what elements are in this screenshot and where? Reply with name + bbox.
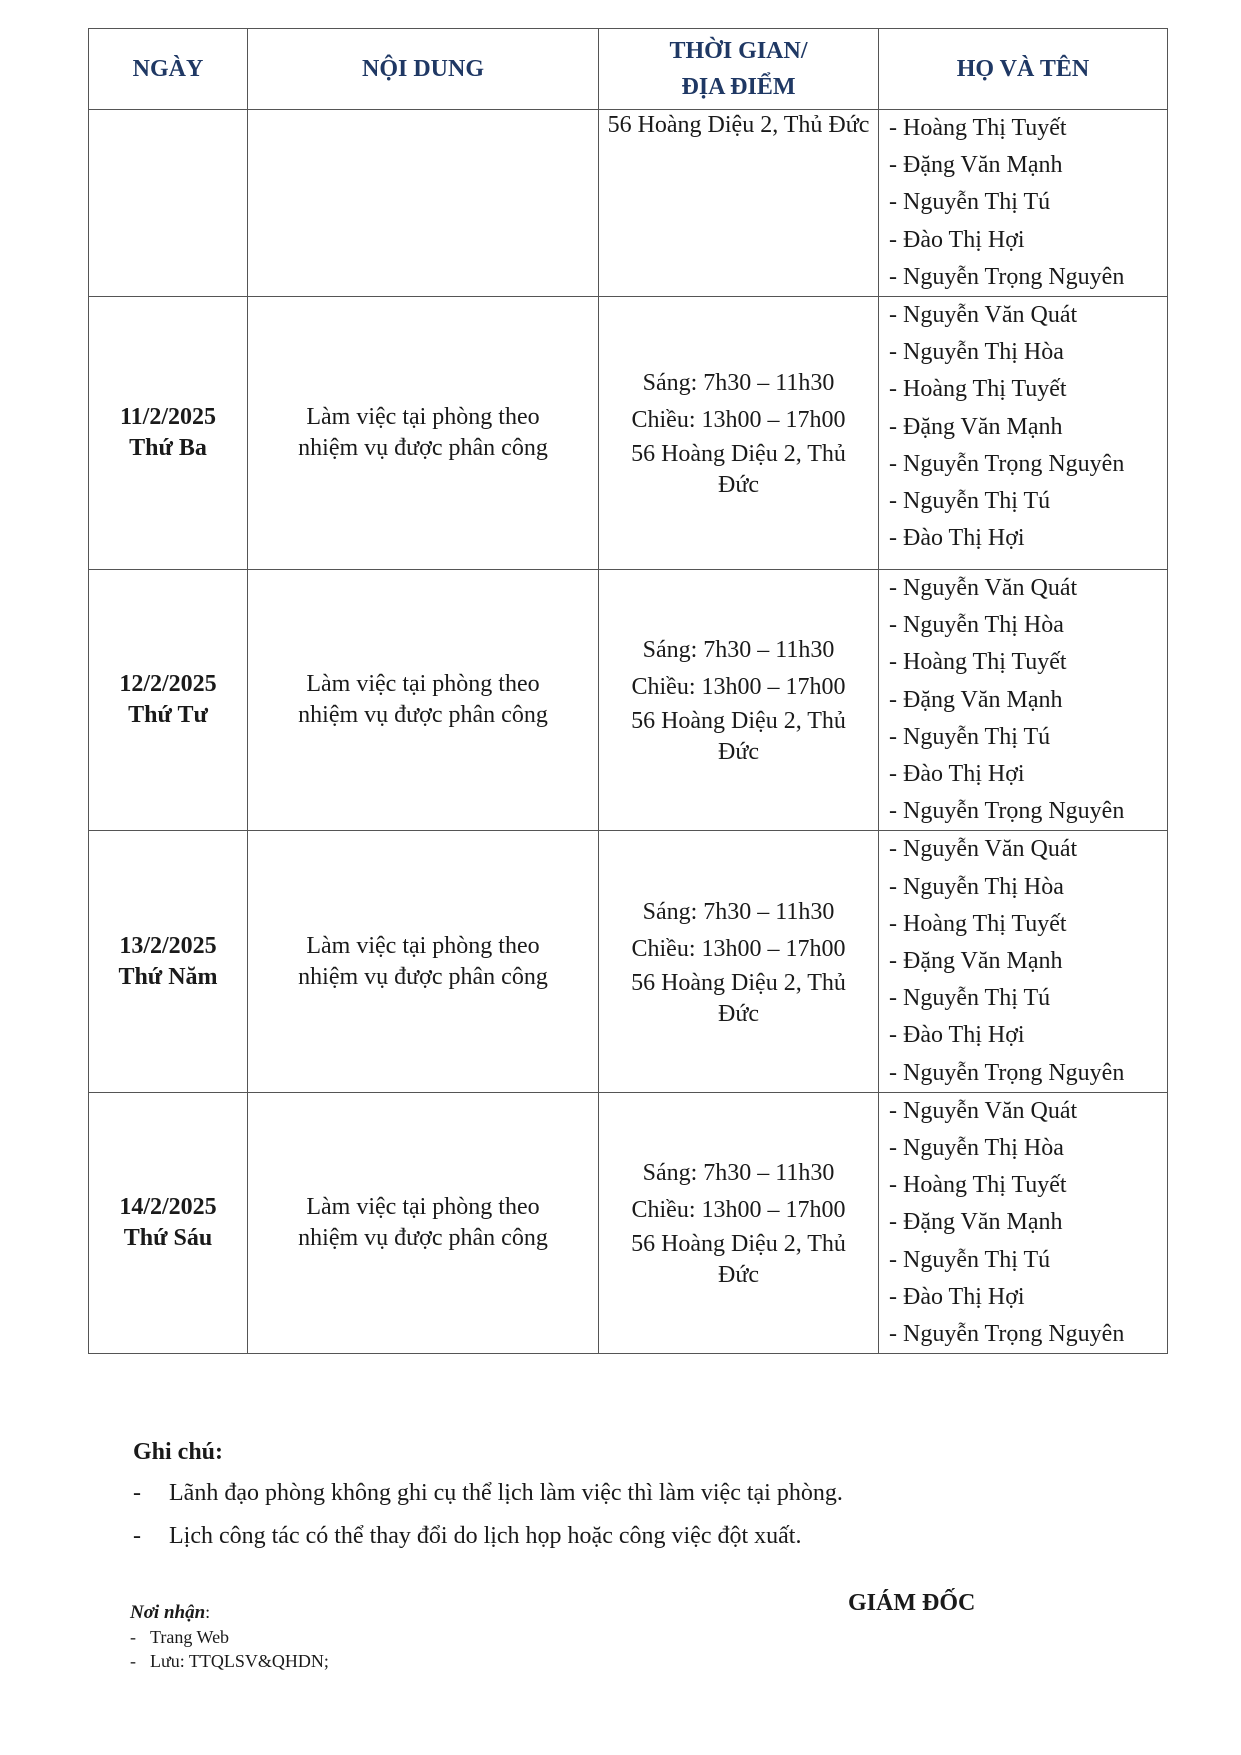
table-row xyxy=(89,297,1168,570)
person-name: - Đặng Văn Mạnh xyxy=(889,686,1063,713)
content-text: Làm việc tại phòng theo nhiệm vụ được phân công xyxy=(298,671,548,729)
content-text: Làm việc tại phòng theo nhiệm vụ được phân công xyxy=(298,932,548,990)
person-name: - Đào Thị Hợi xyxy=(889,761,1025,788)
address-text: 56 Hoàng Diệu 2, Thủ Đức xyxy=(631,1231,846,1289)
names-cell xyxy=(879,1092,1168,1353)
note-text: Lịch công tác có thể thay đổi do lịch họp hoặc công việc đột xuất. xyxy=(169,1523,802,1549)
person-name: - Đào Thị Hợi xyxy=(889,226,1025,253)
header-names: HỌ VÀ TÊN xyxy=(879,29,1168,110)
names-list xyxy=(889,297,1167,557)
time-location-cell xyxy=(599,297,879,570)
content-text: Làm việc tại phòng theo nhiệm vụ được phân công xyxy=(298,1194,548,1252)
person-name: - Nguyễn Thị Tú xyxy=(889,189,1051,216)
person-name: - Đặng Văn Mạnh xyxy=(889,948,1063,975)
person-name: - Hoàng Thị Tuyết xyxy=(889,376,1067,403)
table-row xyxy=(89,831,1168,1092)
names-cell xyxy=(879,110,1168,297)
date-cell xyxy=(89,831,248,1092)
person-name: - Hoàng Thị Tuyết xyxy=(889,115,1067,141)
person-name: - Nguyễn Thị Hòa xyxy=(889,873,1064,900)
time-location-cell xyxy=(599,831,879,1092)
header-content: NỘI DUNG xyxy=(248,29,599,110)
header-time-location xyxy=(599,29,879,110)
person-name: - Nguyễn Thị Tú xyxy=(889,985,1051,1012)
weekday-text: Thứ Sáu xyxy=(123,1225,213,1252)
morning-time: Sáng: 7h30 – 11h30 xyxy=(642,898,835,925)
person-name: - Đặng Văn Mạnh xyxy=(889,413,1063,440)
table-row xyxy=(89,570,1168,831)
person-name: - Nguyễn Thị Tú xyxy=(889,488,1051,515)
person-name: - Nguyễn Thị Tú xyxy=(889,1246,1051,1273)
person-name: - Nguyễn Trọng Nguyên xyxy=(889,263,1125,290)
morning-time: Sáng: 7h30 – 11h30 xyxy=(642,637,835,664)
person-name: - Đào Thị Hợi xyxy=(889,525,1025,552)
recipient-item: - Trang Web xyxy=(130,1627,230,1647)
content-cell xyxy=(248,831,599,1092)
weekday-text: Thứ Năm xyxy=(118,963,218,990)
time-location-cell xyxy=(599,110,879,297)
names-list xyxy=(889,831,1167,1091)
names-list xyxy=(889,570,1167,830)
note-item: - Lịch công tác có thể thay đổi do lịch họp hoặc công việc đột xuất. xyxy=(133,1523,802,1549)
recipient-item: - Lưu: TTQLSV&QHDN; xyxy=(130,1651,329,1671)
time-location-cell xyxy=(599,570,879,831)
content-cell xyxy=(248,297,599,570)
header-date: NGÀY xyxy=(89,29,248,110)
person-name: - Nguyễn Văn Quát xyxy=(889,302,1078,329)
header-time-line2: ĐỊA ĐIỂM xyxy=(681,74,796,100)
person-name: - Nguyễn Thị Hòa xyxy=(889,1135,1064,1162)
person-name: - Đặng Văn Mạnh xyxy=(889,152,1063,179)
person-name: - Nguyễn Thị Tú xyxy=(889,723,1051,750)
table-row-continued xyxy=(89,110,1168,297)
person-name: - Nguyễn Trọng Nguyên xyxy=(889,1059,1125,1086)
table-header-row xyxy=(89,29,1168,110)
date-text: 13/2/2025 xyxy=(119,932,217,959)
recipients-title: Nơi nhận: xyxy=(130,1602,211,1623)
afternoon-time: Chiều: 13h00 – 17h00 xyxy=(631,674,846,701)
time-location-cell xyxy=(599,1092,879,1353)
names-list xyxy=(889,1093,1167,1353)
weekday-text: Thứ Tư xyxy=(128,702,208,729)
address-text: 56 Hoàng Diệu 2, Thủ Đức xyxy=(631,441,846,499)
morning-time: Sáng: 7h30 – 11h30 xyxy=(642,1160,835,1187)
afternoon-time: Chiều: 13h00 – 17h00 xyxy=(631,1197,846,1224)
person-name: - Hoàng Thị Tuyết xyxy=(889,910,1067,937)
note-item: - Lãnh đạo phòng không ghi cụ thể lịch làm việc thì làm việc tại phòng. xyxy=(133,1480,843,1506)
names-list xyxy=(889,110,1167,296)
date-cell xyxy=(89,570,248,831)
person-name: - Đào Thị Hợi xyxy=(889,1283,1025,1310)
weekday-text: Thứ Ba xyxy=(129,435,207,462)
morning-time: Sáng: 7h30 – 11h30 xyxy=(642,370,835,397)
signature-title: GIÁM ĐỐC xyxy=(848,1590,976,1616)
date-text: 11/2/2025 xyxy=(119,404,216,431)
person-name: - Đặng Văn Mạnh xyxy=(889,1209,1063,1236)
person-name: - Nguyễn Văn Quát xyxy=(889,1097,1078,1124)
address-text: 56 Hoàng Diệu 2, Thủ Đức xyxy=(631,708,846,766)
schedule-table xyxy=(88,28,1168,1354)
content-cell xyxy=(248,1092,599,1353)
person-name: - Hoàng Thị Tuyết xyxy=(889,649,1067,676)
person-name: - Nguyễn Thị Hòa xyxy=(889,339,1064,366)
address-text: 56 Hoàng Diệu 2, Thủ Đức xyxy=(607,112,870,138)
person-name: - Nguyễn Văn Quát xyxy=(889,836,1078,863)
names-cell xyxy=(879,570,1168,831)
header-time-line1: THỜI GIAN/ xyxy=(669,38,808,64)
names-cell xyxy=(879,831,1168,1092)
notes-section xyxy=(133,1432,843,1558)
person-name: - Nguyễn Trọng Nguyên xyxy=(889,450,1125,477)
person-name: - Đào Thị Hợi xyxy=(889,1022,1025,1049)
date-cell xyxy=(89,1092,248,1353)
address-text: 56 Hoàng Diệu 2, Thủ Đức xyxy=(631,969,846,1027)
content-text: Làm việc tại phòng theo nhiệm vụ được phân công xyxy=(298,404,548,462)
recipients-section xyxy=(130,1600,329,1673)
person-name: - Hoàng Thị Tuyết xyxy=(889,1172,1067,1199)
table-row xyxy=(89,1092,1168,1353)
date-cell xyxy=(89,297,248,570)
person-name: - Nguyễn Thị Hòa xyxy=(889,612,1064,639)
date-cell xyxy=(89,110,248,297)
date-text: 14/2/2025 xyxy=(119,1194,217,1221)
person-name: - Nguyễn Trọng Nguyên xyxy=(889,798,1125,825)
notes-title: Ghi chú: xyxy=(133,1439,224,1465)
person-name: - Nguyễn Văn Quát xyxy=(889,575,1078,602)
content-cell xyxy=(248,110,599,297)
afternoon-time: Chiều: 13h00 – 17h00 xyxy=(631,935,846,962)
content-cell xyxy=(248,570,599,831)
date-text: 12/2/2025 xyxy=(119,671,217,698)
afternoon-time: Chiều: 13h00 – 17h00 xyxy=(631,407,846,434)
person-name: - Nguyễn Trọng Nguyên xyxy=(889,1321,1125,1348)
note-text: Lãnh đạo phòng không ghi cụ thể lịch làm việc thì làm việc tại phòng. xyxy=(169,1480,843,1506)
names-cell xyxy=(879,297,1168,570)
